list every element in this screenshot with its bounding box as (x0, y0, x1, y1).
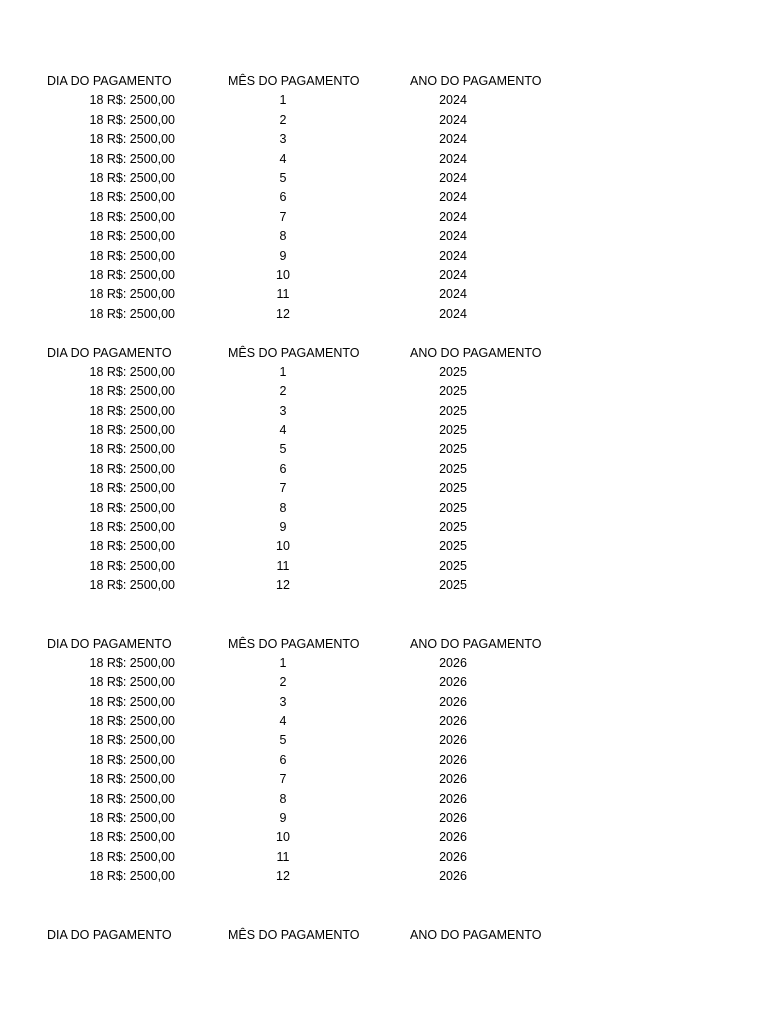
cell-ano: 2025 (439, 578, 467, 593)
cell-mes: 8 (279, 229, 287, 244)
cell-mes: 4 (279, 714, 287, 729)
cell-ano: 2024 (439, 306, 467, 321)
cell-ano: 2025 (439, 558, 467, 573)
table-row (0, 266, 768, 285)
cell-dia-valor: 18 R$: 2500,00 (89, 714, 175, 729)
cell-ano: 2025 (439, 481, 467, 496)
header-mes-do-pagamento: MÊS DO PAGAMENTO (228, 345, 360, 360)
cell-dia-valor: 18 R$: 2500,00 (89, 442, 175, 457)
cell-dia-valor: 18 R$: 2500,00 (89, 694, 175, 709)
cell-dia-valor: 18 R$: 2500,00 (89, 481, 175, 496)
cell-dia-valor: 18 R$: 2500,00 (89, 520, 175, 535)
cell-ano: 2024 (439, 170, 467, 185)
cell-dia-valor: 18 R$: 2500,00 (89, 306, 175, 321)
cell-mes: 2 (279, 112, 287, 127)
cell-ano: 2026 (439, 869, 467, 884)
table-row (0, 421, 768, 440)
table-row (0, 751, 768, 770)
cell-mes: 11 (276, 287, 290, 302)
cell-dia-valor: 18 R$: 2500,00 (89, 752, 175, 767)
cell-ano: 2024 (439, 132, 467, 147)
cell-mes: 2 (279, 384, 287, 399)
cell-mes: 4 (279, 423, 287, 438)
cell-ano: 2026 (439, 811, 467, 826)
cell-mes: 12 (276, 306, 290, 321)
cell-mes: 11 (276, 558, 290, 573)
header-ano-do-pagamento: ANO DO PAGAMENTO (410, 345, 542, 360)
cell-mes: 3 (279, 403, 287, 418)
cell-dia-valor: 18 R$: 2500,00 (89, 772, 175, 787)
header-dia-do-pagamento: DIA DO PAGAMENTO (47, 927, 172, 942)
table-row (0, 460, 768, 479)
cell-ano: 2025 (439, 500, 467, 515)
table-row (0, 576, 768, 595)
cell-dia-valor: 18 R$: 2500,00 (89, 93, 175, 108)
cell-mes: 6 (279, 752, 287, 767)
table-row (0, 673, 768, 692)
table-row (0, 693, 768, 712)
cell-dia-valor: 18 R$: 2500,00 (89, 830, 175, 845)
cell-dia-valor: 18 R$: 2500,00 (89, 500, 175, 515)
header-ano-do-pagamento: ANO DO PAGAMENTO (410, 74, 542, 88)
cell-ano: 2025 (439, 384, 467, 399)
cell-ano: 2026 (439, 752, 467, 767)
cell-mes: 5 (279, 442, 287, 457)
cell-mes: 3 (279, 132, 287, 147)
cell-mes: 8 (279, 500, 287, 515)
cell-dia-valor: 18 R$: 2500,00 (89, 384, 175, 399)
cell-ano: 2024 (439, 248, 467, 263)
cell-ano: 2025 (439, 442, 467, 457)
cell-ano: 2024 (439, 112, 467, 127)
table-row (0, 130, 768, 149)
cell-mes: 1 (279, 93, 287, 108)
cell-ano: 2026 (439, 694, 467, 709)
table-row (0, 227, 768, 246)
table-row (0, 208, 768, 227)
table-header-row (0, 72, 768, 91)
cell-mes: 10 (276, 539, 290, 554)
cell-dia-valor: 18 R$: 2500,00 (89, 791, 175, 806)
cell-dia-valor: 18 R$: 2500,00 (89, 190, 175, 205)
cell-mes: 7 (279, 209, 287, 224)
cell-mes: 12 (276, 869, 290, 884)
table-row (0, 809, 768, 828)
cell-dia-valor: 18 R$: 2500,00 (89, 267, 175, 282)
cell-ano: 2026 (439, 830, 467, 845)
table-row (0, 828, 768, 847)
table-row (0, 402, 768, 421)
cell-dia-valor: 18 R$: 2500,00 (89, 811, 175, 826)
table-row (0, 790, 768, 809)
cell-ano: 2026 (439, 772, 467, 787)
table-row (0, 305, 768, 324)
table-row (0, 91, 768, 110)
table-row (0, 518, 768, 537)
cell-mes: 9 (279, 248, 287, 263)
cell-dia-valor: 18 R$: 2500,00 (89, 248, 175, 263)
cell-mes: 3 (279, 694, 287, 709)
cell-dia-valor: 18 R$: 2500,00 (89, 733, 175, 748)
cell-mes: 11 (276, 849, 290, 864)
header-dia-do-pagamento: DIA DO PAGAMENTO (47, 74, 172, 88)
cell-dia-valor: 18 R$: 2500,00 (89, 578, 175, 593)
cell-mes: 1 (279, 364, 287, 379)
cell-ano: 2025 (439, 364, 467, 379)
header-dia-do-pagamento: DIA DO PAGAMENTO (47, 636, 172, 651)
header-mes-do-pagamento: MÊS DO PAGAMENTO (228, 927, 360, 942)
cell-dia-valor: 18 R$: 2500,00 (89, 209, 175, 224)
cell-dia-valor: 18 R$: 2500,00 (89, 675, 175, 690)
payment-table-2 (0, 344, 768, 596)
cell-ano: 2026 (439, 655, 467, 670)
table-row (0, 363, 768, 382)
cell-dia-valor: 18 R$: 2500,00 (89, 423, 175, 438)
cell-mes: 6 (279, 190, 287, 205)
cell-mes: 10 (276, 830, 290, 845)
cell-ano: 2025 (439, 423, 467, 438)
header-ano-do-pagamento: ANO DO PAGAMENTO (410, 927, 542, 942)
cell-mes: 4 (279, 151, 287, 166)
cell-dia-valor: 18 R$: 2500,00 (89, 655, 175, 670)
cell-dia-valor: 18 R$: 2500,00 (89, 170, 175, 185)
cell-dia-valor: 18 R$: 2500,00 (89, 229, 175, 244)
header-mes-do-pagamento: MÊS DO PAGAMENTO (228, 74, 360, 88)
cell-dia-valor: 18 R$: 2500,00 (89, 364, 175, 379)
cell-mes: 9 (279, 520, 287, 535)
header-mes-do-pagamento: MÊS DO PAGAMENTO (228, 636, 360, 651)
table-row (0, 247, 768, 266)
payment-table-1 (0, 72, 768, 324)
table-row (0, 848, 768, 867)
table-row (0, 150, 768, 169)
cell-ano: 2026 (439, 849, 467, 864)
cell-ano: 2026 (439, 714, 467, 729)
table-row (0, 479, 768, 498)
cell-dia-valor: 18 R$: 2500,00 (89, 539, 175, 554)
cell-mes: 12 (276, 578, 290, 593)
table-header-row (0, 344, 768, 363)
table-row (0, 557, 768, 576)
header-dia-do-pagamento: DIA DO PAGAMENTO (47, 345, 172, 360)
cell-mes: 9 (279, 811, 287, 826)
cell-ano: 2024 (439, 93, 467, 108)
cell-dia-valor: 18 R$: 2500,00 (89, 869, 175, 884)
cell-ano: 2026 (439, 675, 467, 690)
cell-dia-valor: 18 R$: 2500,00 (89, 558, 175, 573)
cell-mes: 10 (276, 267, 290, 282)
cell-mes: 7 (279, 772, 287, 787)
table-row (0, 188, 768, 207)
table-row (0, 867, 768, 886)
cell-ano: 2024 (439, 151, 467, 166)
cell-dia-valor: 18 R$: 2500,00 (89, 403, 175, 418)
table-row (0, 537, 768, 556)
cell-ano: 2024 (439, 190, 467, 205)
table-row (0, 111, 768, 130)
payment-table-4 (0, 926, 768, 945)
cell-dia-valor: 18 R$: 2500,00 (89, 461, 175, 476)
table-row (0, 654, 768, 673)
table-row (0, 499, 768, 518)
cell-ano: 2025 (439, 520, 467, 535)
cell-dia-valor: 18 R$: 2500,00 (89, 151, 175, 166)
cell-mes: 5 (279, 733, 287, 748)
cell-mes: 7 (279, 481, 287, 496)
cell-mes: 6 (279, 461, 287, 476)
cell-dia-valor: 18 R$: 2500,00 (89, 287, 175, 302)
cell-dia-valor: 18 R$: 2500,00 (89, 132, 175, 147)
cell-ano: 2025 (439, 461, 467, 476)
cell-mes: 2 (279, 675, 287, 690)
table-row (0, 731, 768, 750)
cell-ano: 2025 (439, 539, 467, 554)
cell-ano: 2026 (439, 791, 467, 806)
cell-ano: 2024 (439, 287, 467, 302)
cell-mes: 1 (279, 655, 287, 670)
table-row (0, 770, 768, 789)
table-row (0, 440, 768, 459)
cell-ano: 2025 (439, 403, 467, 418)
table-row (0, 169, 768, 188)
cell-dia-valor: 18 R$: 2500,00 (89, 849, 175, 864)
table-row (0, 285, 768, 304)
cell-mes: 5 (279, 170, 287, 185)
table-header-row (0, 635, 768, 654)
cell-ano: 2026 (439, 733, 467, 748)
table-row (0, 712, 768, 731)
header-ano-do-pagamento: ANO DO PAGAMENTO (410, 636, 542, 651)
cell-mes: 8 (279, 791, 287, 806)
table-header-row (0, 926, 768, 945)
cell-ano: 2024 (439, 267, 467, 282)
cell-ano: 2024 (439, 209, 467, 224)
payment-table-3 (0, 635, 768, 887)
cell-dia-valor: 18 R$: 2500,00 (89, 112, 175, 127)
table-row (0, 382, 768, 401)
cell-ano: 2024 (439, 229, 467, 244)
